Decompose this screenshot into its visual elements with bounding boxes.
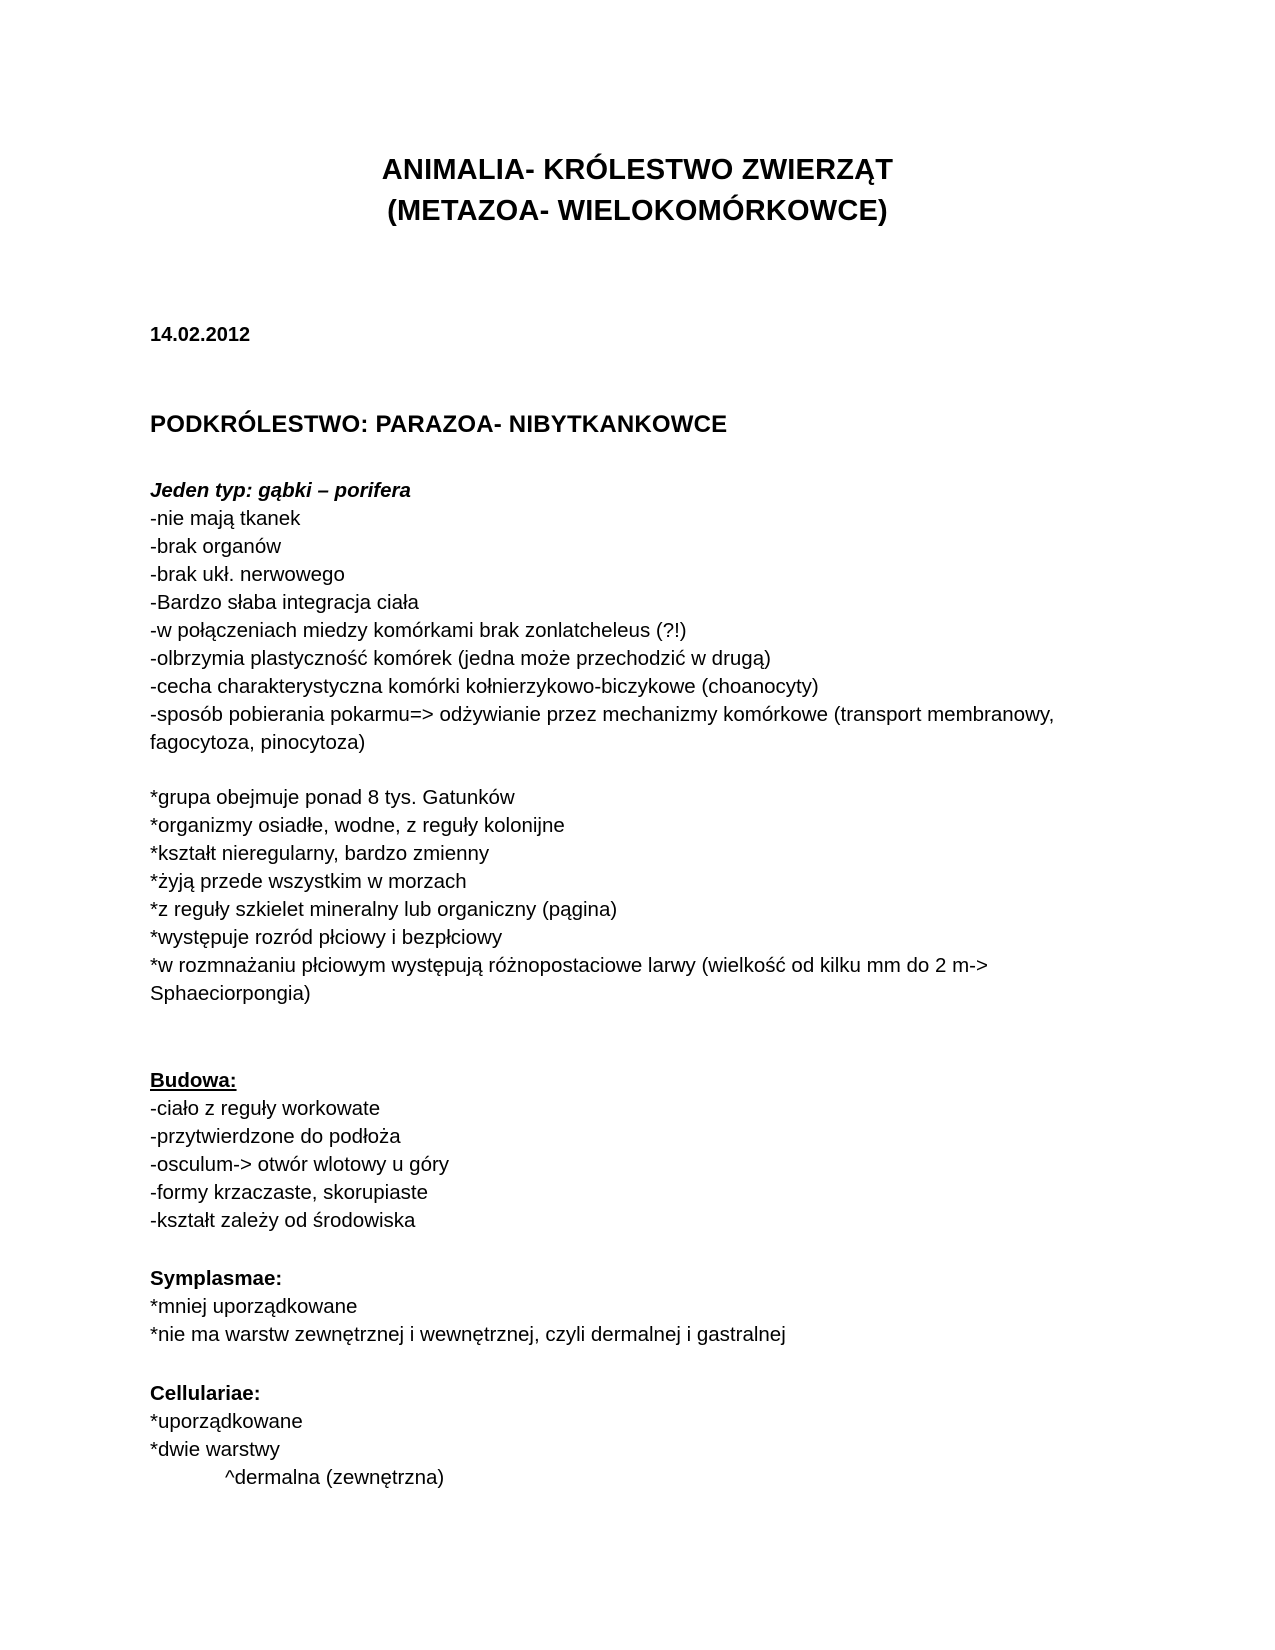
list-item: -brak ukł. nerwowego (150, 563, 345, 586)
list-item: *nie ma warstw zewnętrznej i wewnętrznej, czyli dermalnej i gastralnej (150, 1323, 786, 1346)
list-item: -cecha charakterystyczna komórki kołnierzykowo-biczykowe (choanocyty) (150, 675, 819, 698)
list-item: Sphaeciorpongia) (150, 982, 311, 1005)
symplasmae-heading: Symplasmae: (150, 1267, 283, 1290)
section-heading: PODKRÓLESTWO: PARAZOA- NIBYTKANKOWCE (150, 411, 728, 438)
list-item: *mniej uporządkowane (150, 1295, 358, 1318)
symplasmae-section (150, 1265, 1150, 1349)
list-item: -osculum-> otwór wlotowy u góry (150, 1153, 450, 1176)
list-item: -olbrzymia plastyczność komórek (jedna może przechodzić w drugą) (150, 647, 771, 670)
list-sub-item: ^dermalna (zewnętrzna) (225, 1466, 445, 1489)
list-item: *z reguły szkielet mineralny lub organiczny (pągina) (150, 898, 618, 921)
list-item: -Bardzo słaba integracja ciała (150, 591, 419, 614)
list-item: *kształt nieregularny, bardzo zmienny (150, 842, 490, 865)
list-item: -brak organów (150, 535, 282, 558)
list-item: *dwie warstwy (150, 1438, 280, 1461)
document-title-line-2: (METAZOA- WIELOKOMÓRKOWCE) (387, 195, 888, 227)
document-title-line-1: ANIMALIA- KRÓLESTWO ZWIERZĄT (381, 154, 894, 186)
list-item: *uporządkowane (150, 1410, 303, 1433)
cellulariae-heading: Cellulariae: (150, 1382, 261, 1405)
budowa-heading: Budowa: (150, 1069, 237, 1092)
list-item: -kształt zależy od środowiska (150, 1209, 416, 1232)
cechy-section (150, 784, 1150, 1008)
list-item: *grupa obejmuje ponad 8 tys. Gatunków (150, 786, 515, 809)
list-item: -w połączeniach miedzy komórkami brak zonlatcheleus (?!) (150, 619, 687, 642)
list-item: -ciało z reguły workowate (150, 1097, 381, 1120)
list-item: -przytwierdzone do podłoża (150, 1125, 401, 1148)
cellulariae-section (150, 1380, 1150, 1492)
list-item: -sposób pobierania pokarmu=> odżywianie przez mechanizmy komórkowe (transport membranowy, (150, 703, 1055, 726)
list-item: fagocytoza, pinocytoza) (150, 731, 366, 754)
list-item: *występuje rozród płciowy i bezpłciowy (150, 926, 503, 949)
list-item: *żyją przede wszystkim w morzach (150, 870, 467, 893)
list-item: -formy krzaczaste, skorupiaste (150, 1181, 428, 1204)
typ-heading: Jeden typ: gąbki – porifera (150, 479, 411, 502)
list-item: *w rozmnażaniu płciowym występują różnopostaciowe larwy (wielkość od kilku mm do 2 m-> (150, 954, 988, 977)
list-item: *organizmy osiadłe, wodne, z reguły kolonijne (150, 814, 565, 837)
typ-section (150, 477, 1150, 757)
list-item: -nie mają tkanek (150, 507, 301, 530)
budowa-section (150, 1067, 1150, 1235)
document-date: 14.02.2012 (150, 324, 251, 346)
